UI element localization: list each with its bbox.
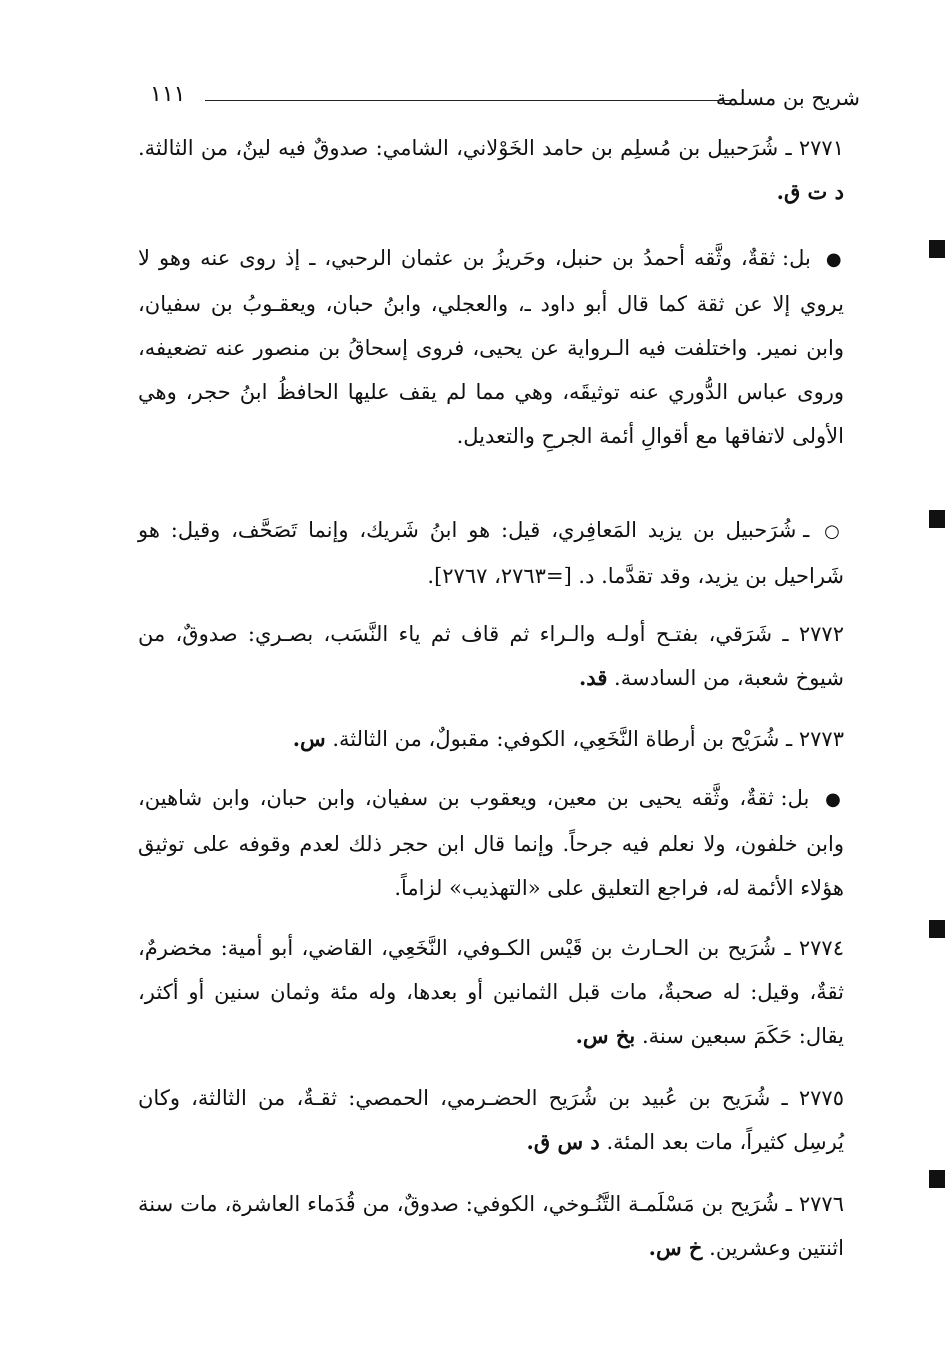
entry-text: ٢٧٧٤ ـ شُرَيح بن الحـارث بن قَيْس الكـوفي، النَّخَعِي، القاضي، أبو أمية: مخضرمٌ، ثقةٌ، وقيل: له صحبةٌ، مات قبل الثمانين أو بعدها، وله مئة وثمان سنين أو أكثر، يقال: حَكَمَ سبعين سنة. (138, 936, 844, 1048)
entry-2775 (138, 1076, 844, 1164)
entry-2773 (138, 717, 844, 761)
book-codes: خ س. (648, 1235, 703, 1260)
book-codes: د ت ق. (776, 179, 844, 204)
annotation-2771 (138, 236, 844, 458)
page-header (150, 82, 860, 120)
book-codes: س. (292, 726, 326, 751)
entry-text: ٢٧٧٣ ـ شُرَيْح بن أرطاة النَّخَعِي، الكوفي: مقبولٌ، من الثالثة. (332, 727, 844, 751)
cross-reference-entry (138, 508, 844, 598)
entry-text: ٢٧٧٥ ـ شُرَيح بن عُبيد بن شُرَيح الحضـرمي، الحمصي: ثقـةٌ، من الثالثة، وكان يُرسِل كثيراً، مات بعد المئة. (138, 1086, 844, 1154)
book-codes: بخ س. (575, 1023, 636, 1048)
entry-2774 (138, 926, 844, 1058)
entry-2776 (138, 1182, 844, 1270)
book-codes: قد. (578, 665, 608, 690)
annotation-2773 (138, 776, 844, 910)
entry-2772 (138, 612, 844, 700)
circle-marker: ○ (824, 521, 844, 542)
margin-mark (929, 1170, 945, 1188)
margin-mark (929, 510, 945, 528)
margin-mark (929, 240, 945, 258)
book-codes: د س ق. (526, 1129, 600, 1154)
bullet-marker: ● (825, 789, 844, 810)
entry-text: ٢٧٧٢ ـ شَرَقي، بفتـح أولـه والـراء ثم قاف ثم ياء النَّسَب، بصـري: صدوقٌ، من شيوخ شعبة، من السادسة. (138, 622, 844, 690)
entry-text: ٢٧٧١ ـ شُرَحبيل بن مُسلِم بن حامد الخَوْلاني، الشامي: صدوقٌ فيه لينٌ، من الثالثة. (138, 136, 844, 160)
bullet-marker: ● (825, 249, 844, 270)
header-rule (205, 100, 732, 101)
entry-text: ـ شُرَحبيل بن يزيد المَعافِري، قيل: هو ابنُ شَريك، وإنما تَصَحَّف، وقيل: هو شَراحيل بن يزيد، وقد تقدَّما. د. [=٢٧٦٣، ٢٧٦٧]. (138, 518, 844, 588)
margin-mark (929, 920, 945, 938)
entry-text: ٢٧٧٦ ـ شُرَيح بن مَسْلَمـة التَّنُـوخي، الكوفي: صدوقٌ، من قُدَماء العاشرة، مات سنة اثنتين وعشرين. (138, 1192, 844, 1260)
annotation-text: بل: ثقةٌ، وثَّقه أحمدُ بن حنبل، وحَريزُ بن عثمان الرحبي، ـ إذ روى عنه وهو لا يروي إلا عن ثقة كما قال أبو داود ـ، والعجلي، وابنُ حبان، ويعقـوبُ بن سفيان، وابن نمير. واختلفت فيه الـرواية عن يحيى، فروى إسحاقُ بن منصور عنه تضعيفه، وروى عباس الدُّوري عنه توثيقَه، وهي مما لم يقف عليها الحافظُ ابنُ حجر، وهي الأولى لاتفاقها مع أقوالِ أئمة الجرحِ والتعديل. (138, 246, 844, 448)
entry-2771 (138, 126, 844, 214)
running-title: شريح بن مسلمة (715, 86, 860, 110)
page-number: ١١١ (150, 82, 186, 107)
annotation-text: بل: ثقةٌ، وثَّقه يحيى بن معين، ويعقوب بن سفيان، وابن حبان، وابن شاهين، وابن خلفون، ولا نعلم فيه جرحاً. وإنما قال ابن حجر ذلك لعدم وقوفه على توثيق هؤلاء الأئمة له، فراجع التعليق على «التهذيب» لزاماً. (138, 786, 844, 900)
